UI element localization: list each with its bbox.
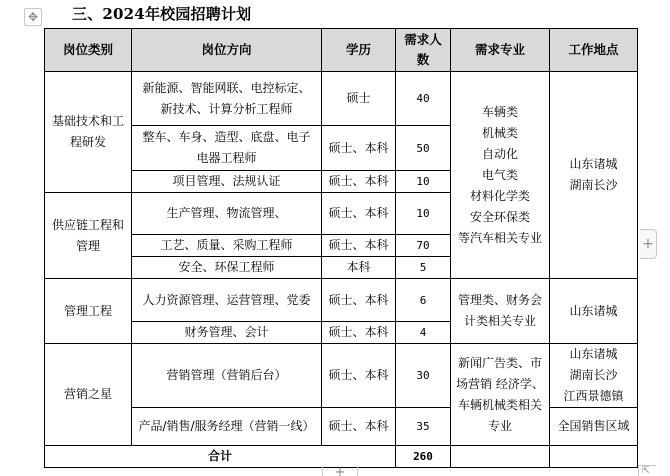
count-cell[interactable]: 4 — [396, 322, 451, 344]
section-heading: 三、2024年校园招聘计划 — [72, 5, 252, 23]
category-cell[interactable]: 管理工程 — [45, 279, 132, 344]
count-cell[interactable]: 40 — [396, 72, 451, 126]
table-resize-handle[interactable] — [638, 465, 656, 476]
header-direction: 岗位方向 — [132, 29, 322, 72]
add-row-button[interactable] — [322, 466, 358, 476]
location-item: 江西景德镇 — [563, 389, 624, 403]
education-cell[interactable]: 硕士、本科 — [322, 322, 396, 344]
direction-cell[interactable]: 人力资源管理、运营管理、党委 — [132, 279, 322, 322]
header-majors: 需求专业 — [451, 29, 550, 72]
count-cell[interactable]: 30 — [396, 344, 451, 408]
majors-cell[interactable]: 管理类、财务会计类相关专业 — [451, 279, 550, 344]
count-cell[interactable]: 10 — [396, 193, 451, 235]
location-item: 湖南长沙 — [569, 368, 618, 382]
majors-cell[interactable]: 新闻广告类、市场营销 经济学、车辆机械类相关专业 — [451, 344, 550, 446]
location-cell[interactable]: 山东诸城 — [550, 279, 638, 344]
header-education: 学历 — [322, 29, 396, 72]
plus-icon: + — [334, 465, 346, 476]
count-cell[interactable]: 5 — [396, 257, 451, 279]
major-item: 安全环保类 — [469, 209, 530, 224]
table-row — [45, 408, 638, 446]
total-location-empty[interactable] — [550, 446, 638, 468]
total-majors-empty[interactable] — [451, 446, 550, 468]
education-cell[interactable]: 本科 — [322, 257, 396, 279]
location-item: 湖南长沙 — [569, 178, 618, 192]
move-icon: ✥ — [27, 10, 39, 24]
table-row — [45, 279, 638, 322]
direction-cell[interactable]: 工艺、质量、采购工程师 — [132, 235, 322, 257]
count-cell[interactable]: 50 — [396, 126, 451, 171]
direction-cell[interactable]: 营销管理（营销后台） — [132, 344, 322, 408]
plus-icon: + — [642, 236, 654, 252]
direction-cell[interactable]: 整车、车身、造型、底盘、电子电器工程师 — [132, 126, 322, 171]
majors-cell[interactable] — [451, 72, 550, 279]
recruitment-plan-table — [44, 28, 638, 468]
total-count[interactable]: 260 — [396, 446, 451, 468]
education-cell[interactable]: 硕士、本科 — [322, 408, 396, 446]
header-row — [45, 29, 638, 72]
count-cell[interactable]: 70 — [396, 235, 451, 257]
location-item: 山东诸城 — [569, 347, 618, 361]
location-cell[interactable] — [550, 344, 638, 408]
education-cell[interactable]: 硕士、本科 — [322, 235, 396, 257]
major-item: 机械类 — [481, 125, 518, 140]
resize-arrow-icon: ⇱ — [642, 466, 650, 476]
header-location: 工作地点 — [550, 29, 638, 72]
count-cell[interactable]: 35 — [396, 408, 451, 446]
location-cell[interactable]: 全国销售区域 — [550, 408, 638, 446]
table-row — [45, 72, 638, 126]
direction-cell[interactable]: 产品/销售/服务经理（营销一线） — [132, 408, 322, 446]
education-cell[interactable]: 硕士、本科 — [322, 344, 396, 408]
education-cell[interactable]: 硕士、本科 — [322, 193, 396, 235]
table-move-handle[interactable] — [24, 8, 42, 26]
count-cell[interactable]: 6 — [396, 279, 451, 322]
major-item: 等汽车相关专业 — [457, 230, 542, 245]
major-item: 车辆类 — [481, 104, 518, 119]
education-cell[interactable]: 硕士、本科 — [322, 126, 396, 171]
count-cell[interactable]: 10 — [396, 171, 451, 193]
direction-cell[interactable]: 财务管理、会计 — [132, 322, 322, 344]
direction-cell[interactable]: 项目管理、法规认证 — [132, 171, 322, 193]
direction-cell[interactable]: 安全、环保工程师 — [132, 257, 322, 279]
education-cell[interactable]: 硕士 — [322, 72, 396, 126]
location-cell[interactable] — [550, 72, 638, 279]
major-item: 自动化 — [481, 146, 518, 161]
major-item: 材料化学类 — [469, 188, 530, 203]
total-label[interactable]: 合计 — [45, 446, 396, 468]
category-cell[interactable]: 基础技术和工程研发 — [45, 72, 132, 193]
header-count: 需求人数 — [396, 29, 451, 72]
direction-cell[interactable]: 生产管理、物流管理、 — [132, 193, 322, 235]
education-cell[interactable]: 硕士、本科 — [322, 279, 396, 322]
header-category: 岗位类别 — [45, 29, 132, 72]
education-cell[interactable]: 硕士、本科 — [322, 171, 396, 193]
category-cell[interactable]: 供应链工程和管理 — [45, 193, 132, 279]
major-item: 电气类 — [481, 167, 518, 182]
table-row — [45, 344, 638, 408]
direction-cell[interactable]: 新能源、智能网联、电控标定、新技术、计算分析工程师 — [132, 72, 322, 126]
add-column-button[interactable] — [640, 229, 657, 259]
location-item: 山东诸城 — [569, 157, 618, 171]
category-cell[interactable]: 营销之星 — [45, 344, 132, 446]
